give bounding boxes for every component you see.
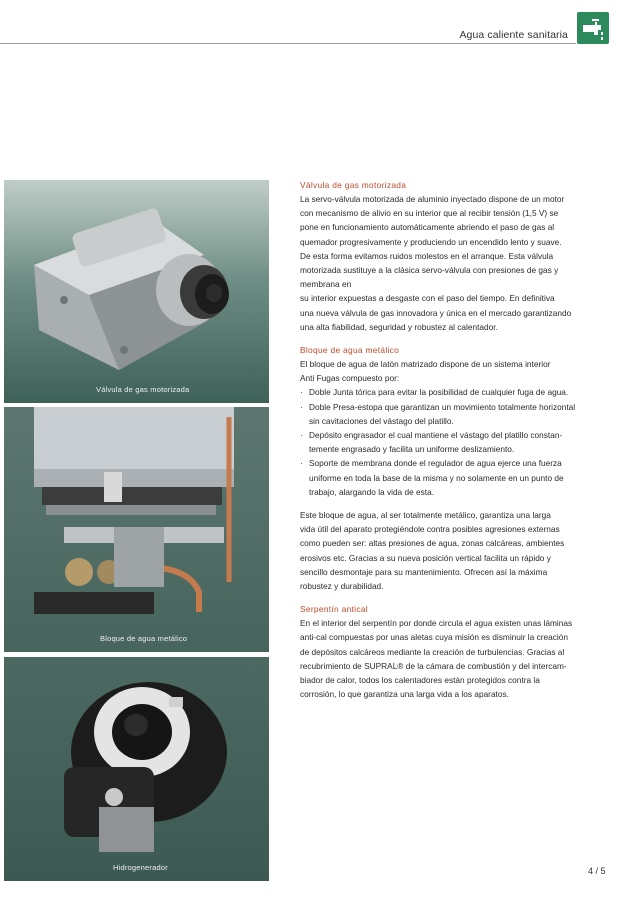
gas-valve-photo [4, 180, 269, 403]
paragraph-line: vida útil del aparato protegiéndole contra posibles agresiones externas [300, 524, 560, 535]
text-column [300, 178, 595, 702]
section-heading: Válvula de gas motorizada [300, 180, 407, 190]
paragraph-line: Este bloque de agua, al ser totalmente metálico, garantiza una larga [300, 510, 551, 521]
paragraph-line: una nueva válvula de gas innovadora y única en el mercado garantizando [300, 307, 572, 318]
paragraph-line: sencillo desmontaje para su mantenimiento. Ofrecen así la máxima [300, 566, 548, 577]
paragraph-line: con mecanismo de alivio en su interior que al recibir tensión (1,5 V) se [300, 208, 559, 219]
hydrogenerator-photo [4, 657, 269, 881]
paragraph-line: En el interior del serpentín por donde circula el agua existen unas láminas [300, 618, 573, 629]
bullet-item: · Doble Presa-estopa que garantizan un movimiento totalmente horizontal sin cavitaciones del vástago del platillo. [300, 401, 576, 426]
page-number: 4 / 5 [588, 866, 606, 876]
paragraph-line: como pueden ser: altas presiones de agua, zonas calcáreas, ambientes [300, 538, 565, 549]
paragraph-line: una alta fiabilidad, seguridad y robustez al calentador. [300, 321, 498, 332]
paragraph-line: erosivos etc. Gracias a su nueva posición vertical facilita un rápido y [300, 552, 551, 563]
paragraph-line: motorizada sustituye a la clásica servo-válvula con presiones de gas y [300, 265, 559, 276]
bullet-item: · Depósito engrasador el cual mantiene el vástago del platillo constan- temente engrasado y facilita un uniforme deslizamiento. [300, 430, 563, 455]
bullet-item: · Soporte de membrana donde el regulador de agua ejerce una fuerza uniforme en toda la base de la misma y no solamente en un punto de trabajo, alargando la vida de esta. [300, 458, 564, 497]
paragraph-line: La servo-válvula motorizada de aluminio inyectado dispone de un motor [300, 194, 565, 204]
paragraph-line: robustez y durabilidad. [300, 581, 384, 592]
paragraph-line: recubrimiento de SUPRAL® de la cámara de combustión y del intercam- [300, 660, 567, 671]
section-heading: Bloque de agua metálico [300, 345, 400, 356]
paragraph-line: El bloque de agua de latón matrizado dispone de un sistema interior [300, 359, 551, 370]
paragraph-line: su interior expuestas a desgaste con el paso del tiempo. En definitiva [300, 293, 555, 304]
paragraph-line: anti-cal compuestas por unas aletas cuya misión es disminuir la creación [300, 632, 568, 643]
paragraph-line: quemador progresivamente y produciendo un encendido lento y suave. [300, 236, 562, 247]
paragraph-line: biador de calor, todos los calentadores están protegidos contra la [300, 675, 540, 686]
paragraph-line: de depósitos calcáreos mediante la creación de turbulencias. Gracias al [300, 646, 565, 657]
paragraph-line: De esta forma evitamos ruidos molestos en el arranque. Esta válvula [300, 250, 554, 261]
image-caption: Bloque de agua metálico [100, 634, 188, 643]
image-caption: Válvula de gas motorizada [96, 385, 190, 394]
hot-water-tap-icon [577, 12, 609, 44]
image-caption: Hidrogenerador [113, 863, 168, 872]
header-rule [0, 43, 576, 44]
section-heading: Serpentín antical [300, 604, 368, 615]
bullet-item: · Doble Junta tórica para evitar la posibilidad de cualquier fuga de agua. [300, 387, 569, 398]
paragraph-line: Anti Fugas compuesto por: [300, 373, 400, 384]
paragraph-line: pone en funcionamiento automáticamente abriendo el paso de gas al [300, 222, 555, 233]
section-title: Agua caliente sanitaria [459, 29, 568, 41]
water-block-photo [4, 407, 269, 652]
paragraph-line: corrosión, lo que garantiza una larga vida a los aparatos. [300, 689, 509, 700]
paragraph-line: membrana en [300, 279, 352, 290]
